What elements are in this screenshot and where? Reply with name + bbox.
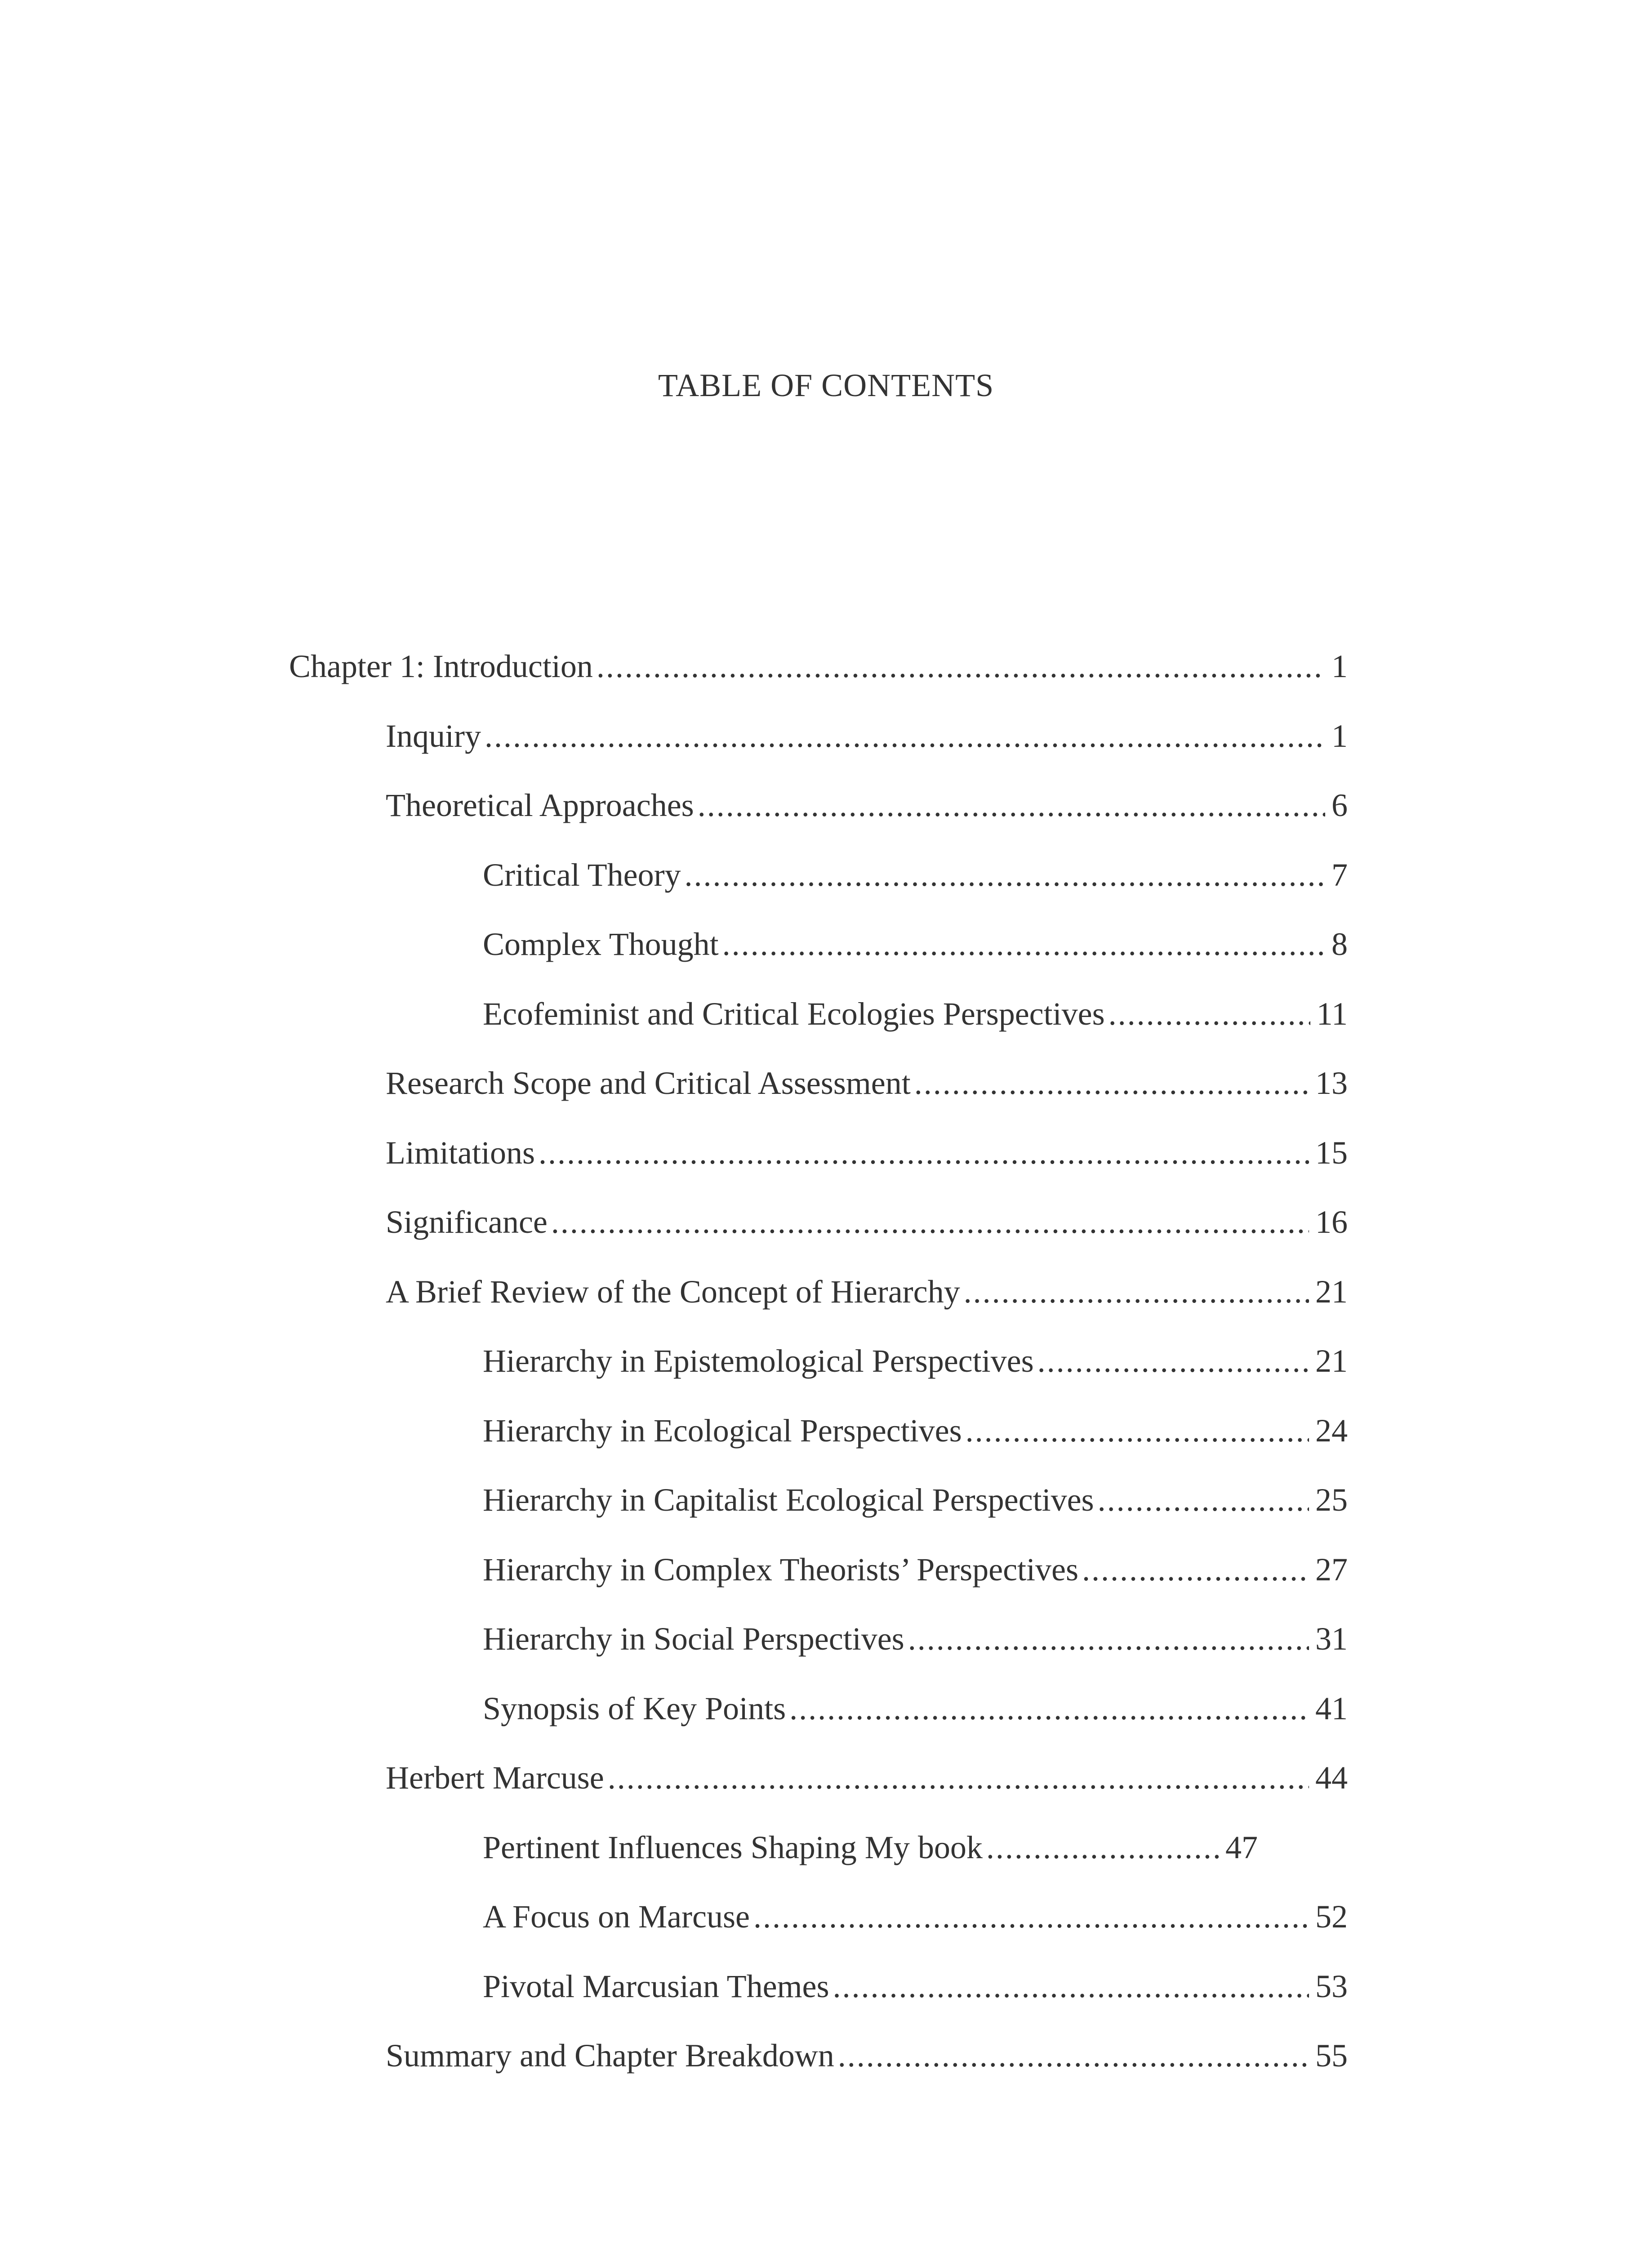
toc-entry-page-number: 8 — [1331, 926, 1348, 962]
toc-entry-title: Complex Thought — [483, 926, 719, 962]
toc-entry-page-number: 16 — [1315, 1204, 1348, 1240]
dot-leader — [608, 1757, 1309, 1798]
dot-leader — [914, 1063, 1309, 1103]
dot-leader — [597, 646, 1325, 687]
toc-entry — [483, 994, 1348, 1034]
toc-entry-page-number: 47 — [1225, 1829, 1258, 1865]
dot-leader — [1098, 1480, 1309, 1520]
toc-entry — [483, 1896, 1348, 1937]
toc-entry-title: Hierarchy in Complex Theorists’ Perspectives — [483, 1551, 1079, 1588]
toc-entry — [386, 1202, 1348, 1242]
toc-entry-page-number: 27 — [1315, 1551, 1348, 1588]
toc-entry — [483, 1410, 1348, 1451]
dot-leader — [833, 1966, 1309, 2007]
toc-entry-title: Critical Theory — [483, 856, 681, 893]
toc-entry-title: Significance — [386, 1204, 548, 1240]
dot-leader — [1038, 1341, 1309, 1381]
toc-entry-title: A Focus on Marcuse — [483, 1899, 750, 1935]
toc-entry — [386, 785, 1348, 825]
dot-leader — [753, 1896, 1309, 1937]
toc-entry-title: Ecofeminist and Critical Ecologies Perspectives — [483, 995, 1105, 1032]
dot-leader — [1082, 1549, 1309, 1590]
toc-entry-page-number: 24 — [1315, 1412, 1348, 1449]
toc-entry-title: Hierarchy in Epistemological Perspectives — [483, 1343, 1034, 1379]
toc-entry — [483, 924, 1348, 964]
dot-leader — [789, 1688, 1309, 1729]
dot-leader — [722, 924, 1325, 964]
toc-entry-page-number: 41 — [1315, 1690, 1348, 1726]
toc-entry-page-number: 13 — [1315, 1065, 1348, 1101]
toc-entry — [483, 1549, 1348, 1590]
toc-entry-title: Research Scope and Critical Assessment — [386, 1065, 911, 1101]
toc-entry — [483, 1688, 1348, 1729]
toc-entry-page-number: 31 — [1315, 1621, 1348, 1657]
toc-entry-title: Pertinent Influences Shaping My book — [483, 1829, 983, 1865]
toc-entry — [483, 1619, 1348, 1659]
toc-entry — [483, 855, 1348, 895]
dot-leader — [964, 1271, 1309, 1312]
toc-entry — [483, 1966, 1348, 2007]
toc-entry-page-number: 53 — [1315, 1968, 1348, 2004]
toc-entry-title: Chapter 1: Introduction — [289, 648, 593, 684]
toc-entry-page-number: 1 — [1331, 648, 1348, 684]
toc-entry — [386, 2035, 1348, 2076]
dot-leader — [1109, 994, 1310, 1034]
dot-leader — [698, 785, 1325, 825]
toc-entry-page-number: 52 — [1315, 1899, 1348, 1935]
toc-entry-page-number: 21 — [1315, 1343, 1348, 1379]
toc-entry-page-number: 55 — [1315, 2038, 1348, 2074]
toc-entry-title: Pivotal Marcusian Themes — [483, 1968, 829, 2004]
toc-entry — [483, 1480, 1348, 1520]
toc-entry-page-number: 44 — [1315, 1760, 1348, 1796]
toc-entry-page-number: 1 — [1331, 718, 1348, 754]
dot-leader — [986, 1827, 1219, 1868]
toc-entry-page-number: 21 — [1315, 1273, 1348, 1310]
toc-entry — [483, 1341, 1348, 1381]
toc-entry-title: Hierarchy in Ecological Perspectives — [483, 1412, 962, 1449]
toc-entry-page-number: 7 — [1331, 856, 1348, 893]
toc-entry — [483, 1827, 1258, 1868]
toc-entry-page-number: 11 — [1316, 995, 1348, 1032]
toc-entry-title: A Brief Review of the Concept of Hierarchy — [386, 1273, 960, 1310]
dot-leader — [551, 1202, 1309, 1242]
toc-entry — [386, 1271, 1348, 1312]
toc-entry-page-number: 25 — [1315, 1482, 1348, 1518]
toc-entry-title: Hierarchy in Capitalist Ecological Perspectives — [483, 1482, 1094, 1518]
page-title: TABLE OF CONTENTS — [658, 367, 994, 403]
toc-entry-title: Hierarchy in Social Perspectives — [483, 1621, 904, 1657]
dot-leader — [966, 1410, 1309, 1451]
toc-entry-page-number: 6 — [1331, 787, 1348, 823]
dot-leader — [685, 855, 1325, 895]
toc-entry-title: Herbert Marcuse — [386, 1760, 604, 1796]
toc-entry — [386, 1757, 1348, 1798]
toc-entry-title: Limitations — [386, 1134, 535, 1171]
toc-entry-title: Inquiry — [386, 718, 481, 754]
dot-leader — [539, 1133, 1309, 1173]
toc-entry — [289, 646, 1348, 687]
toc-entry-title: Theoretical Approaches — [386, 787, 694, 823]
toc-entry — [386, 1133, 1348, 1173]
toc-entry-page-number: 15 — [1315, 1134, 1348, 1171]
dot-leader — [485, 716, 1325, 756]
dot-leader — [908, 1619, 1309, 1659]
dot-leader — [838, 2035, 1309, 2076]
toc-entry — [386, 1063, 1348, 1103]
toc-entry-title: Synopsis of Key Points — [483, 1690, 786, 1726]
toc-entry — [386, 716, 1348, 756]
toc-entry-title: Summary and Chapter Breakdown — [386, 2038, 834, 2074]
